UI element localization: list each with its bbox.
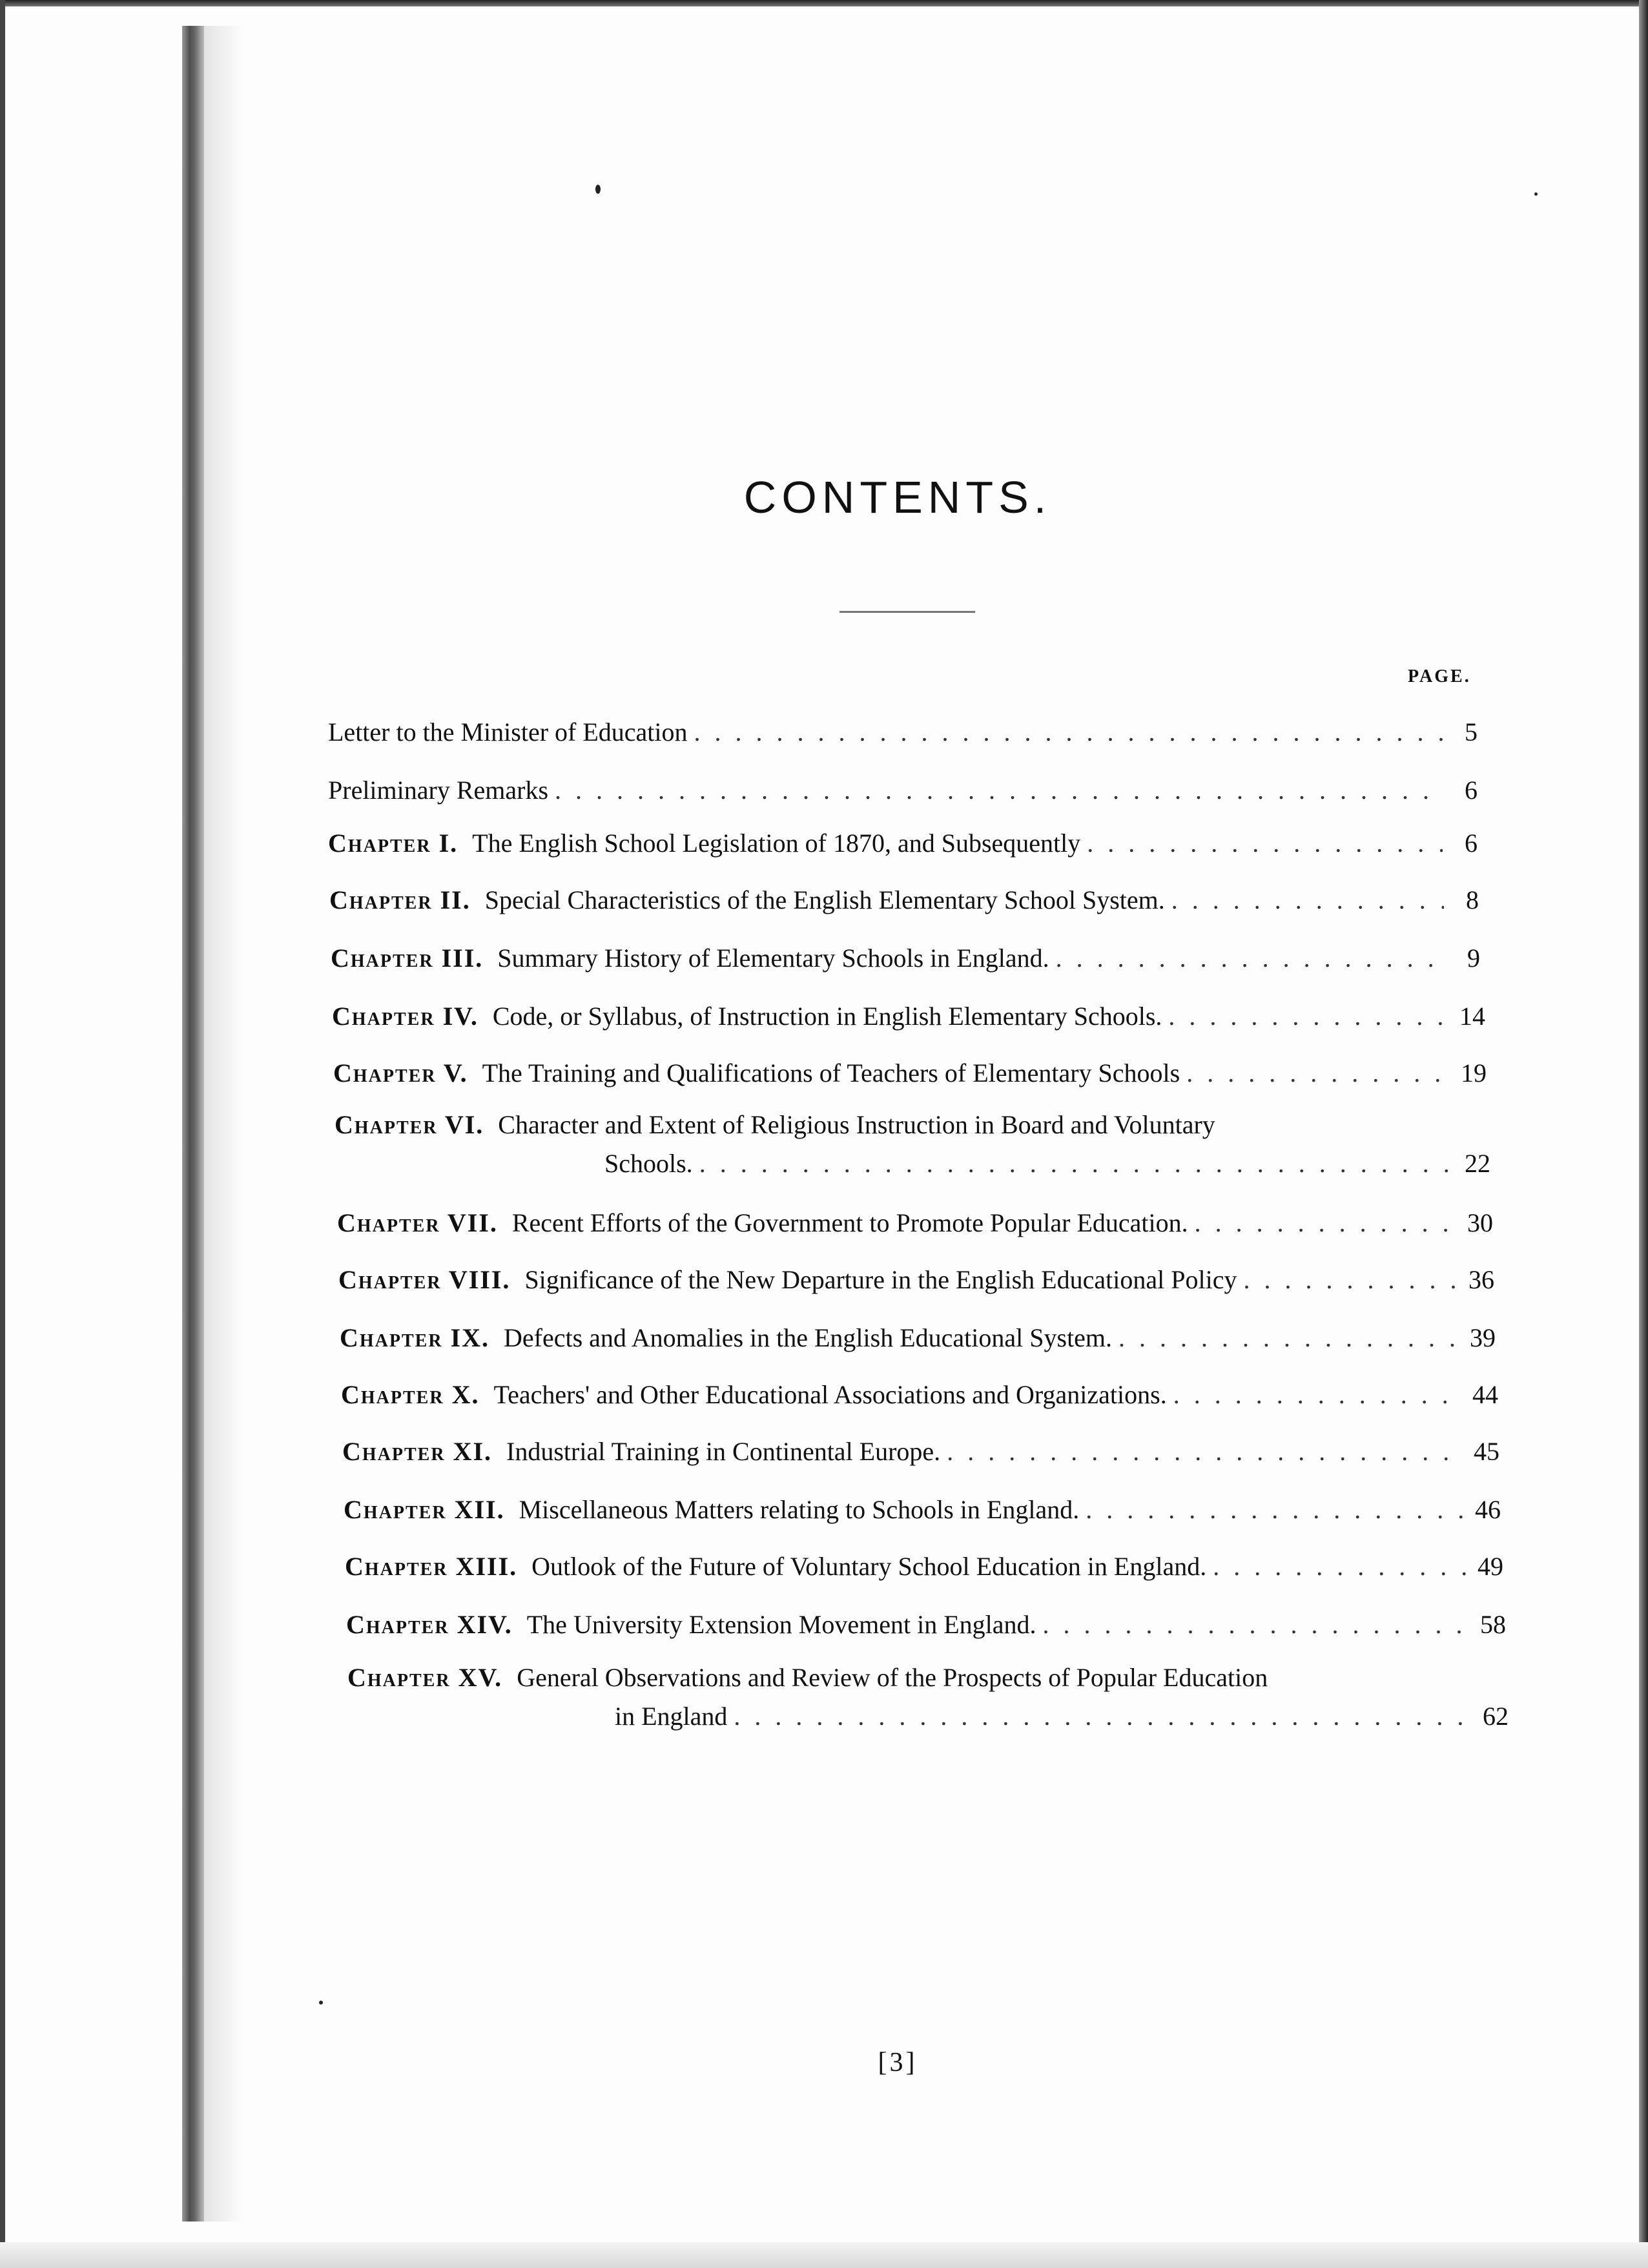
entry-title-continuation: in England xyxy=(615,1702,728,1731)
dot-leader xyxy=(699,1144,1456,1183)
dot-leader xyxy=(1186,1054,1452,1093)
entry-page: 44 xyxy=(1472,1380,1498,1409)
entry-page: 30 xyxy=(1467,1208,1493,1237)
entry-title: Letter to the Minister of Education xyxy=(328,717,688,747)
entry-title: Code, or Syllabus, of Instruction in English Elementary Schools. xyxy=(492,1002,1162,1031)
ink-speck xyxy=(319,2001,323,2005)
chapter-label: Chapter I. xyxy=(328,829,458,858)
toc-entry xyxy=(347,1658,1509,1736)
chapter-label: Chapter VIII. xyxy=(338,1265,511,1294)
toc-entry xyxy=(331,939,1480,978)
entry-title: The University Extension Movement in England. xyxy=(526,1610,1036,1639)
dot-leader xyxy=(1087,824,1443,863)
entry-page: 62 xyxy=(1483,1702,1509,1731)
chapter-label: Chapter XII. xyxy=(344,1495,505,1524)
toc-entry xyxy=(341,1376,1498,1414)
page-column-heading: PAGE. xyxy=(1408,666,1471,686)
entry-page: 45 xyxy=(1474,1437,1499,1466)
entry-page: 9 xyxy=(1467,943,1480,973)
entry-page: 36 xyxy=(1468,1265,1494,1294)
gutter-shadow xyxy=(204,26,243,2222)
chapter-label: Chapter XV. xyxy=(347,1663,503,1692)
dot-leader xyxy=(694,713,1443,752)
dot-leader xyxy=(1213,1547,1468,1586)
entry-page: 49 xyxy=(1478,1552,1503,1581)
entry-page: 46 xyxy=(1475,1495,1501,1524)
toc-entry xyxy=(338,1261,1494,1299)
chapter-label: Chapter XIV. xyxy=(346,1610,513,1639)
toc-entry xyxy=(333,1054,1487,1093)
toc-entry xyxy=(346,1605,1506,1644)
ink-speck xyxy=(1534,192,1538,196)
title-rule xyxy=(839,611,975,613)
entry-page: 19 xyxy=(1461,1058,1487,1088)
dot-leader xyxy=(1056,939,1445,978)
toc-entry xyxy=(328,713,1478,752)
entry-page: 5 xyxy=(1465,717,1478,747)
entry-title: Outlook of the Future of Voluntary School Education in England. xyxy=(531,1552,1207,1581)
entry-title: Industrial Training in Continental Europe. xyxy=(506,1437,941,1466)
toc-entry xyxy=(344,1490,1501,1529)
dot-leader xyxy=(1118,1319,1461,1357)
toc-entry xyxy=(337,1204,1493,1242)
dot-leader xyxy=(1173,1376,1463,1414)
chapter-label: Chapter II. xyxy=(329,885,471,914)
chapter-label: Chapter IV. xyxy=(332,1002,479,1031)
entry-title: Character and Extent of Religious Instruction in Board and Voluntary xyxy=(498,1110,1215,1139)
dot-leader xyxy=(734,1697,1474,1736)
toc-entry xyxy=(345,1547,1503,1586)
scan-edge-left xyxy=(0,0,5,2268)
entry-title: The English School Legislation of 1870, and Subsequently xyxy=(472,829,1081,858)
page-number: [3] xyxy=(878,2048,918,2077)
chapter-label: Chapter V. xyxy=(333,1058,468,1088)
entry-title: Summary History of Elementary Schools in England. xyxy=(497,943,1049,973)
dot-leader xyxy=(1171,881,1444,920)
entry-page: 8 xyxy=(1466,885,1479,914)
dot-leader xyxy=(555,771,1443,810)
scan-edge-top xyxy=(0,0,1648,6)
entry-title: Teachers' and Other Educational Associations and Organizations. xyxy=(493,1380,1167,1409)
toc-entry xyxy=(332,997,1485,1036)
toc-entry xyxy=(340,1319,1496,1357)
toc-entry xyxy=(328,824,1478,863)
chapter-label: Chapter X. xyxy=(341,1380,480,1409)
entry-title: Preliminary Remarks xyxy=(328,776,549,805)
page-title: CONTENTS. xyxy=(743,472,1052,522)
entry-title: The Training and Qualifications of Teachers of Elementary Schools xyxy=(482,1058,1180,1088)
entry-page: 58 xyxy=(1480,1610,1506,1639)
dot-leader xyxy=(1043,1605,1472,1644)
toc-entry xyxy=(335,1106,1490,1183)
dot-leader xyxy=(1243,1261,1459,1299)
toc-entry xyxy=(329,881,1479,920)
entry-title: Recent Efforts of the Government to Promote Popular Education. xyxy=(511,1208,1188,1237)
scan-edge-right xyxy=(1639,0,1648,2268)
entry-page: 39 xyxy=(1470,1323,1496,1352)
chapter-label: Chapter VI. xyxy=(335,1110,484,1139)
chapter-label: Chapter XI. xyxy=(342,1437,493,1466)
chapter-label: Chapter IX. xyxy=(340,1323,490,1352)
entry-title: General Observations and Review of the Prospects of Popular Education xyxy=(517,1663,1268,1692)
entry-title: Miscellaneous Matters relating to Schools in England. xyxy=(519,1495,1080,1524)
dot-leader xyxy=(947,1432,1465,1471)
entry-page: 22 xyxy=(1465,1149,1490,1178)
chapter-label: Chapter III. xyxy=(331,943,484,973)
dot-leader xyxy=(1086,1490,1466,1529)
chapter-label: Chapter XIII. xyxy=(345,1552,518,1581)
entry-page: 14 xyxy=(1459,1002,1485,1031)
entry-title-continuation: Schools. xyxy=(604,1149,693,1178)
entry-title: Special Characteristics of the English Elementary School System. xyxy=(484,885,1165,914)
book-spine-shadow xyxy=(182,26,204,2222)
scan-edge-bottom xyxy=(0,2242,1648,2268)
ink-speck xyxy=(595,185,601,194)
dot-leader xyxy=(1195,1204,1458,1242)
toc-entry xyxy=(342,1432,1499,1471)
dot-leader xyxy=(1168,997,1450,1036)
chapter-label: Chapter VII. xyxy=(337,1208,498,1237)
entry-title: Defects and Anomalies in the English Educational System. xyxy=(504,1323,1113,1352)
entry-page: 6 xyxy=(1465,829,1478,858)
entry-title: Significance of the New Departure in the English Educational Policy xyxy=(524,1265,1237,1294)
toc-entry xyxy=(328,771,1478,810)
entry-page: 6 xyxy=(1465,776,1478,805)
